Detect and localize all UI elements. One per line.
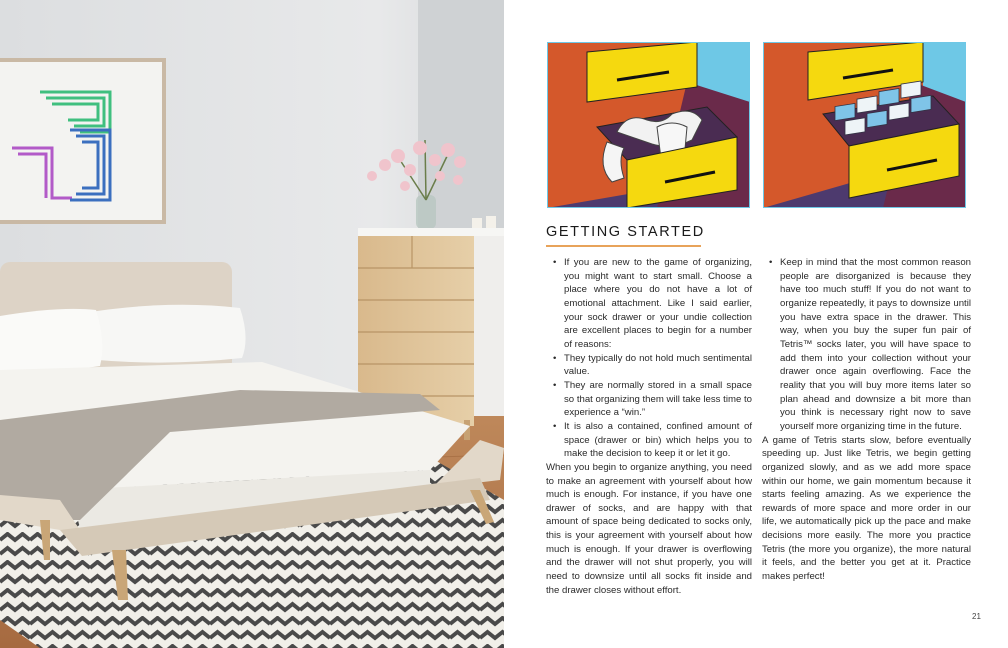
page-number: 21 [972,612,981,621]
bullet-text: They are normally stored in a small space so that organizing them will take less time to experience a “win.” [564,379,752,419]
bullet-text: It is also a contained, confined amount of space (drawer or bin) which helps you to make the decision to keep it or let it go. [564,420,752,460]
bullet-item: • It is also a contained, confined amount of space (drawer or bin) which helps you to make the decision to keep it or let it go. [553,420,752,460]
text-page [504,0,1008,648]
bullet-text: Keep in mind that the most common reason people are disorganized is because they have too much stuff! If you do not want to organize repeatedly, it pays to downsize until you have extra space in the drawer. This way, when you buy the super fun pair of Tetris™ socks later, you will have space to add them into your collection without your drawer once again overflowing. Face the reality that you will buy more items later so plan ahead and downsize a bit more than you think is necessary right now to save yourself more organizing time in the future. [780,257,971,432]
body-paragraph: When you begin to organize anything, you need to make an agreement with yourself about how much is enough. For instance, if you have one drawer of socks, and are happy with that amount of space being dedicated to socks only, this is your agreement with yourself about how much is enough. If your drawer is overflowing and the drawer will not shut properly, you will need to downsize until all socks fit inside and the drawer closes without effort. [546,461,752,596]
bullet-item: • They are normally stored in a small space so that organizing them will take less time to experience a “win.” [553,379,752,419]
left-text-column [546,256,752,597]
drawer-organized-socks [763,42,966,208]
bullet-item: • If you are new to the game of organizing, you might want to start small. Choose a place where you do not have a lot of emotional attachment. Like I said earlier, your sock drawer or your undie collection are excellent places to begin for a number of reasons: [553,257,752,350]
bullet-text: They typically do not hold much sentimental value. [564,352,752,378]
bullet-text: If you are new to the game of organizing, you might want to start small. Choose a place where you do not have a lot of emotional attachment. Like I said earlier, your sock drawer or your undie collection are excellent places to begin for a number of reasons: [564,257,752,350]
heading-underline [546,245,701,247]
drawer-messy-socks [547,42,750,208]
right-text-column [762,256,971,584]
section-heading: GETTING STARTED [546,224,705,240]
body-paragraph: A game of Tetris starts slow, before eventually speeding up. Just like Tetris, we begin getting organized slowly, and as we add more space within our home, we gain momentum because it starts feeling amazing. As we experience the rewards of more space and more order in our life, we automatically pick up the pace and make decisions more easily. The more you practice Tetris (the more you organize), the more natural it feels, and the better you get at it. Practice makes perfect! [762,434,971,583]
bullet-item: • They typically do not hold much sentimental value. [553,352,752,378]
bullet-item: • Keep in mind that the most common reason people are disorganized is because they have too much stuff! If you do not want to organize repeatedly, it pays to downsize until you have extra space in the drawer. This way, when you buy the super fun pair of Tetris™ socks later, you will have space to add them into your collection without your drawer once again overflowing. Face the reality that you will buy more items later so plan ahead and downsize a bit more than you think is necessary right now to save yourself more organizing time in the future. [769,257,971,432]
